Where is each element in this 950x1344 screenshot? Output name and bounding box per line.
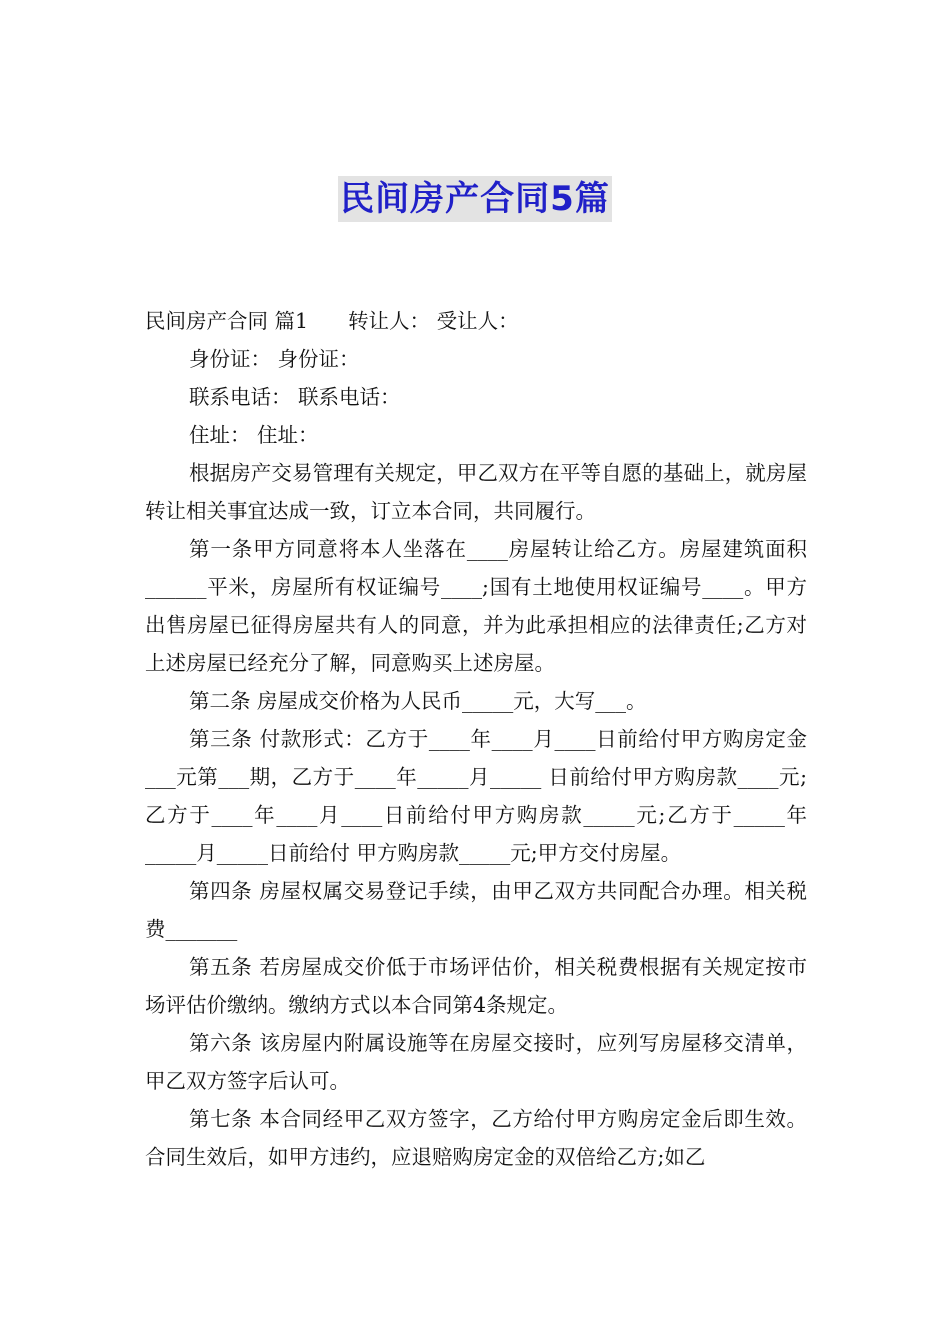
section-label: 民间房产合同 篇1 (145, 309, 309, 333)
document-title: 民间房产合同5篇 (338, 176, 612, 222)
article-2: 第二条 房屋成交价格为人民币_____元，大写___。 (189, 689, 647, 713)
title-container (0, 176, 950, 222)
parties-label: 转让人： 受让人： (348, 309, 519, 333)
phone-line: 联系电话： 联系电话： (189, 385, 401, 409)
article-7: 第七条 本合同经甲乙双方签字，乙方给付甲方购房定金后即生效。合同生效后，如甲方违约，应退赔购房定金的双倍给乙方;如乙 (145, 1107, 807, 1169)
preamble-paragraph: 根据房产交易管理有关规定，甲乙双方在平等自愿的基础上，就房屋转让相关事宜达成一致，订立本合同，共同履行。 (145, 461, 807, 523)
document-body (145, 302, 807, 1176)
article-6: 第六条 该房屋内附属设施等在房屋交接时，应列写房屋移交清单，甲乙双方签字后认可。 (145, 1031, 807, 1093)
article-1: 第一条甲方同意将本人坐落在____房屋转让给乙方。房屋建筑面积______平米，房屋所有权证编号____;国有土地使用权证编号____。甲方出售房屋已征得房屋共有人的同意，并为此承担相应的法律责任;乙方对上述房屋已经充分了解，同意购买上述房屋。 (145, 537, 807, 675)
article-5: 第五条 若房屋成交价低于市场评估价，相关税费根据有关规定按市场评估价缴纳。缴纳方式以本合同第4条规定。 (145, 955, 807, 1017)
article-3: 第三条 付款形式：乙方于____年____月____日前给付甲方购房定金___元第___期，乙方于____年_____月_____ 日前给付甲方购房款____元;乙方于____年____月____日前给付甲方购房款_____元;乙方于_____年_____月_____日前给付 甲方购房款_____元;甲方交付房屋。 (145, 727, 807, 865)
address-line: 住址： 住址： (189, 423, 319, 447)
article-4: 第四条 房屋权属交易登记手续，由甲乙双方共同配合办理。相关税费_______ (145, 879, 807, 941)
section-header-line (145, 302, 807, 340)
id-card-line: 身份证： 身份证： (189, 347, 360, 371)
